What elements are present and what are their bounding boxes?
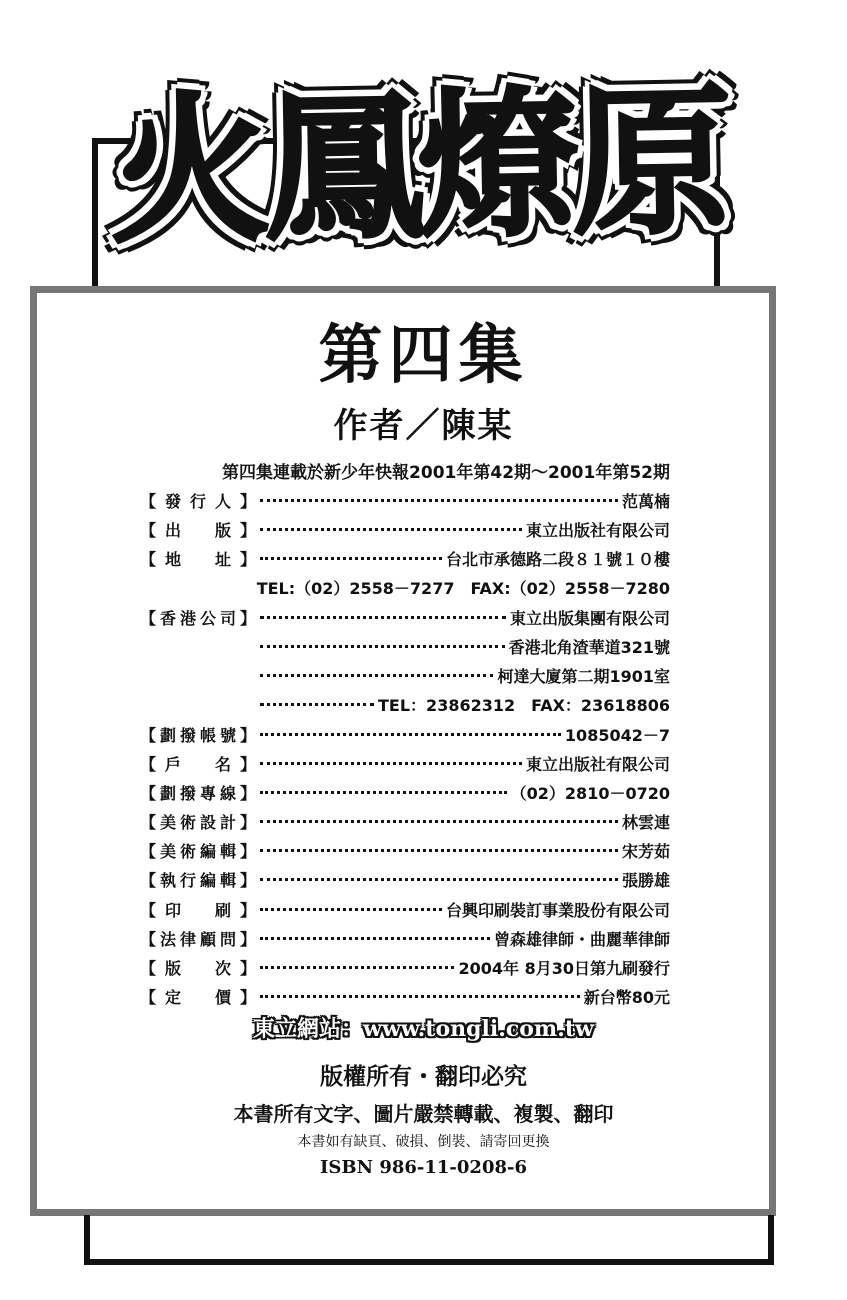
info-label: 【戶 名】 <box>140 754 256 774</box>
leader-dots <box>260 950 454 969</box>
info-label: 【版 次】 <box>140 959 256 978</box>
series-title: 火鳳燎原 <box>108 67 728 266</box>
leader-dots <box>260 600 506 619</box>
leader-dots <box>260 892 442 911</box>
info-value: 東立出版集團有限公司 <box>509 608 670 628</box>
info-label: 【印 刷】 <box>140 900 256 920</box>
info-value: 2004年 8月30日第九刷發行 <box>458 959 670 978</box>
leader-dots <box>260 658 493 677</box>
info-value: TEL：23862312 FAX：23618806 <box>378 696 670 716</box>
bottom-frame <box>84 1215 774 1265</box>
info-value: 柯達大廈第二期1901室 <box>497 667 670 687</box>
info-value: （02）2810－0720 <box>510 783 670 803</box>
leader-dots <box>260 921 490 940</box>
info-value: 台興印刷裝訂事業股份有限公司 <box>445 900 670 920</box>
leader-dots <box>260 483 618 502</box>
info-label: 【劃撥帳號】 <box>140 725 256 745</box>
website-line <box>0 1012 847 1043</box>
serialization-note: 第四集連載於新少年快報2001年第42期～2001年第52期 <box>222 463 670 483</box>
info-value: 張勝雄 <box>621 871 670 891</box>
leader-dots <box>260 541 442 560</box>
info-label: 【美術設計】 <box>140 813 256 833</box>
leader-dots <box>260 746 522 765</box>
info-label: 【香港公司】 <box>140 608 256 628</box>
leader-dots <box>260 804 618 823</box>
author-line: 作者／陳某 <box>333 406 514 446</box>
info-label: 【發行人】 <box>140 492 256 511</box>
info-row-hk-address-2 <box>140 663 670 692</box>
leader-dots <box>260 775 507 794</box>
leader-dots <box>260 979 580 998</box>
info-value: 東立出版社有限公司 <box>525 521 670 541</box>
leader-dots <box>260 833 618 852</box>
volume-number: 第四集 <box>318 318 529 393</box>
info-value: 宋芳茹 <box>621 842 670 862</box>
info-value: 香港北角渣華道321號 <box>508 637 670 657</box>
isbn-number: ISBN 986-11-0208-6 <box>319 1157 527 1178</box>
website-label: 東立網站： <box>253 1017 364 1042</box>
info-value: 曾森雄律師・曲麗華律師 <box>493 929 670 949</box>
leader-dots <box>260 687 374 706</box>
info-row-address <box>140 546 670 575</box>
info-value: 范萬楠 <box>621 492 670 511</box>
reproduction-notice: 本書所有文字、圖片嚴禁轉載、複製、翻印 <box>233 1102 614 1126</box>
publisher-info-list <box>140 488 670 1013</box>
leader-dots <box>260 717 561 736</box>
leader-dots <box>260 629 505 648</box>
return-notice: 本書如有缺頁、破損、倒裝、請寄回更換 <box>297 1134 550 1150</box>
info-value: 東立出版社有限公司 <box>525 754 670 774</box>
info-label: 【定 價】 <box>140 988 256 1008</box>
leader-dots <box>260 862 618 881</box>
info-value: 1085042－7 <box>564 725 670 745</box>
info-row-price <box>140 984 670 1013</box>
info-value: 新台幣80元 <box>583 988 670 1008</box>
info-label: 【執行編輯】 <box>140 871 256 891</box>
website-link[interactable]: www.tongli.com.tw <box>363 1016 594 1042</box>
info-label: 【美術編輯】 <box>140 842 256 862</box>
info-value: 林雲連 <box>621 813 670 833</box>
leader-dots <box>260 512 522 531</box>
info-label: 【地 址】 <box>140 550 256 570</box>
info-value: 台北市承德路二段８１號１０樓 <box>445 550 670 570</box>
info-label: 【劃撥專線】 <box>140 783 256 803</box>
info-label: 【出 版】 <box>140 521 256 541</box>
info-value: TEL:（02）2558－7277 FAX:（02）2558－7280 <box>256 578 670 598</box>
info-label: 【法律顧問】 <box>140 929 256 949</box>
copyright-notice: 版權所有・翻印必究 <box>320 1063 527 1090</box>
